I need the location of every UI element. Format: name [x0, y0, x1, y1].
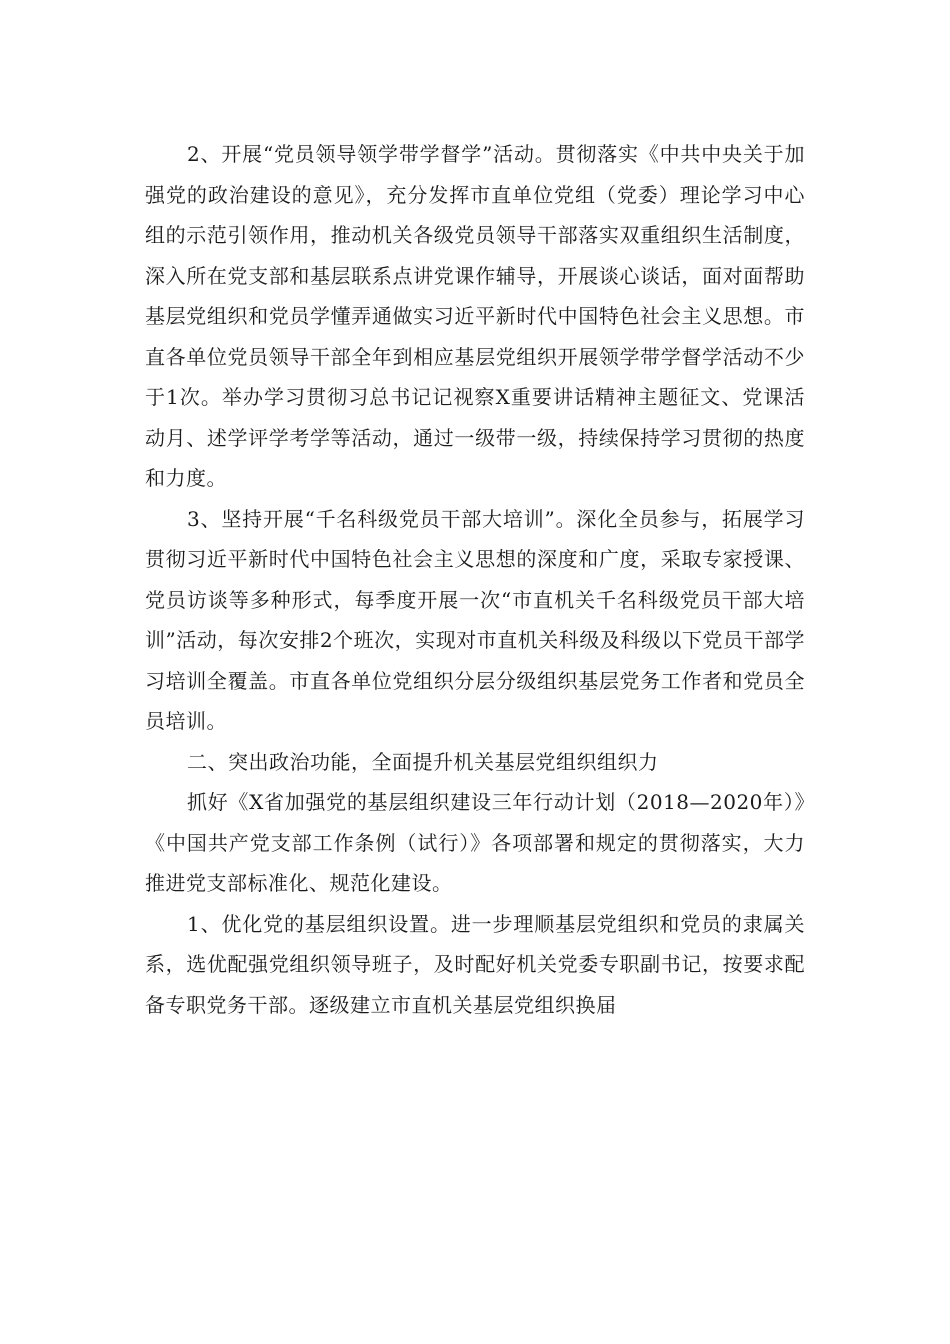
paragraph-optimize-organization: 1、优化党的基层组织设置。进一步理顺基层党组织和党员的隶属关系，选优配强党组织领导班子，及时配好机关党委专职副书记，按要求配备专职党务干部。逐级建立市直机关基层党组织换届 [145, 911, 805, 1017]
section-heading-political-function: 二、突出政治功能，全面提升机关基层党组织组织力 [187, 749, 659, 774]
paragraph-leader-study-activity: 2、开展“党员领导领学带学督学”活动。贯彻落实《中共中央关于加强党的政治建设的意见》，充分发挥市直单位党组（党委）理论学习中心组的示范引领作用，推动机关各级党员领导干部落实双重组织生活制度，深入所在党支部和基层联系点讲党课作辅导，开展谈心谈话，面对面帮助基层党组织和党员学懂弄通做实习近平新时代中国特色社会主义思想。市直各单位党员领导干部全年到相应基层党组织开展领学带学督学活动不少于1次。举办学习贯彻习总书记记视察X重要讲话精神主题征文、党课活动月、述学评学考学等活动，通过一级带一级，持续保持学习贯彻的热度和力度。 [145, 142, 805, 490]
paragraph-section-level-training: 3、坚持开展“千名科级党员干部大培训”。深化全员参与，拓展学习贯彻习近平新时代中国特色社会主义思想的深度和广度，采取专家授课、党员访谈等多种形式，每季度开展一次“市直机关千名科级党员干部大培训”活动，每次安排2个班次，实现对市直机关科级及科级以下党员干部学习培训全覆盖。市直各单位党组织分层分级组织基层党务工作者和党员全员培训。 [145, 506, 805, 733]
document-body [145, 134, 805, 1025]
paragraph-three-year-plan: 抓好《X省加强党的基层组织建设三年行动计划（2018—2020年）》《中国共产党支部工作条例（试行）》各项部署和规定的贯彻落实，大力推进党支部标准化、规范化建设。 [145, 790, 805, 895]
